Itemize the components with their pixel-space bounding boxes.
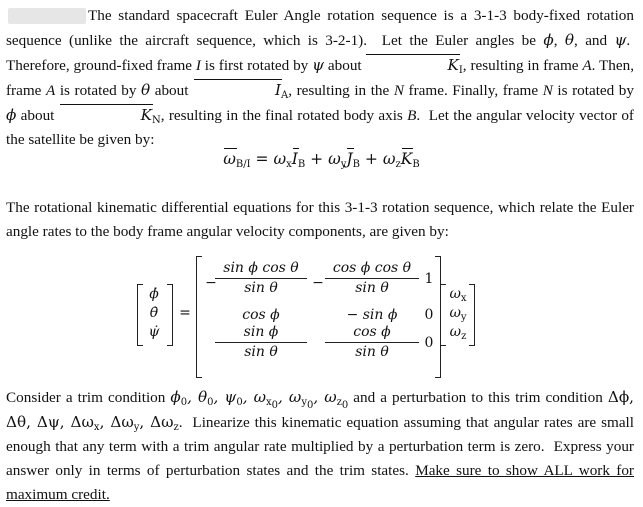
r2c2: − sin ϕ [346,307,398,323]
rhs-omega-x: $\omega_x$ [449,286,467,304]
kinematic-matrix-equation [0,254,643,379]
r1c1-fraction: sin ϕ cos θ sin θ [215,260,307,297]
rhs-omega-z: $\omega_z$ [449,324,467,342]
r2c1: cos ϕ [242,307,280,323]
equals-sign: = [179,305,191,321]
rhs-omega-y: $\omega_y$ [449,305,467,323]
r1c2-fraction: cos ϕ cos θ sin θ [325,260,419,297]
r1c2-sign: − [312,275,324,291]
r1c1-sign: − [205,275,217,291]
emphasis-instruction: Make sure to show ALL work for maximum credit. [6,462,634,503]
r3c3: 0 [424,335,434,351]
lhs-phi-dot: ϕ̇ [149,286,159,302]
r3c2-fraction: cos ϕ sin θ [325,324,419,361]
angular-velocity-equation: $\omega_{B/I} = \omega_xI_B + \omega_yJ_B + \omega_zK_B$ [0,147,643,171]
r3c1-fraction: sin ϕ sin θ [215,324,307,361]
kinematic-intro: The rotational kinematic differential equations for this 3-1-3 rotation sequence, which relate the Euler angle rates to the body frame angular velocity components, are given by: [6,199,634,240]
lhs-theta-dot: θ̇ [149,305,159,321]
r1c3: 1 [424,271,434,287]
problem-intro: The standard spacecraft Euler Angle rotation sequence is a 3-1-3 body-fixed rotation sequence (unlike the aircraft sequence, which is 3-2-1). Let the Euler angles be ϕ, θ, and ψ. Therefore, ground-fixed frame I is first rotated by ψ about $K_I$, resulting in frame A. Then, frame A is rotated by θ about $I_A$, resulting in the N frame. Finally, frame N is rotated by ϕ about $K_N$, resulting in the final rotated body axis B. Let the angular velocity vector of the satellite be given by: [6,7,634,148]
r2c3: 0 [424,307,434,323]
linearization-task: Consider a trim condition $\phi_0$, $\theta_0$, $\psi_0$, $\omega_{x_0}$, $\omega_{y_0}$, $\omega_{z_0}$ and a perturbation to this trim condition Δϕ, Δθ, Δψ, $\Delta\omega_x$, $\Delta\omega_y$, $\Delta\omega_z$. Linearize this kinematic equation assuming that angular rates are small enough that any term with a trim angular rate multiplied by a perturbation term is zero. Express your answer only in terms of perturbation states and the trim states. Make sure to show ALL work for maximum credit. [6,388,635,503]
lhs-psi-dot: ψ̇ [148,324,160,340]
